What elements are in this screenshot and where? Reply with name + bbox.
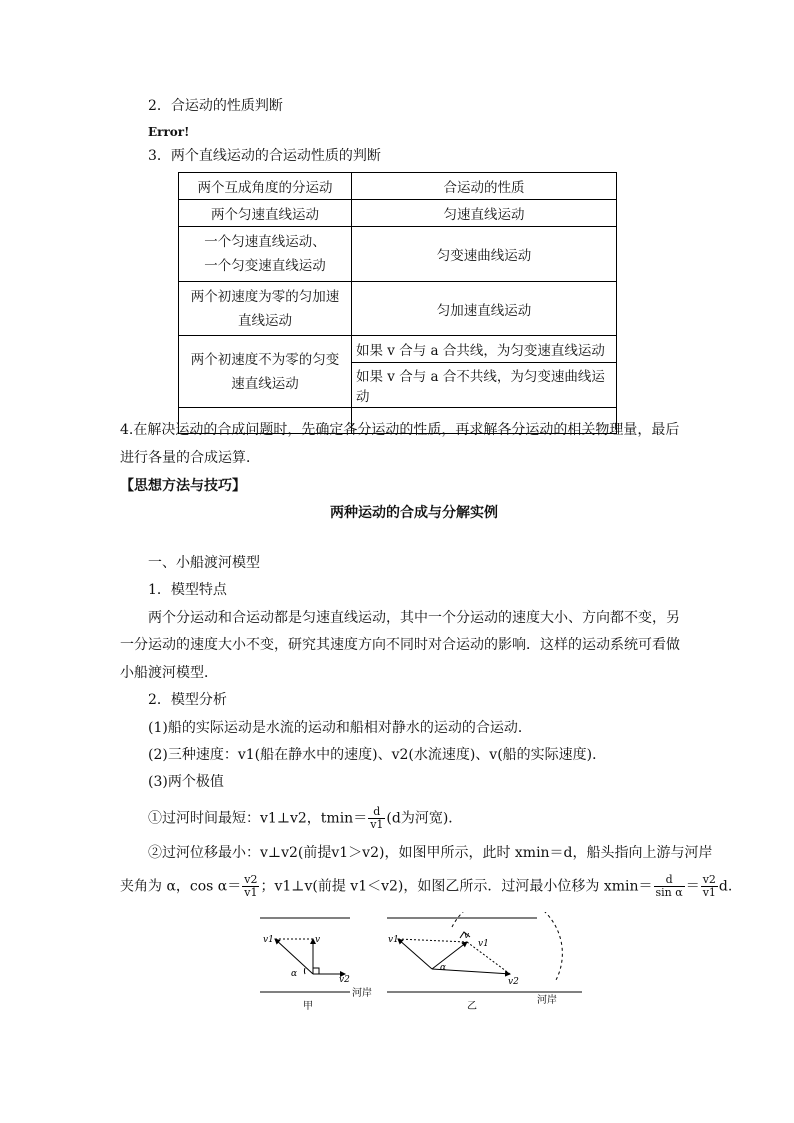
v-arrow [398,939,432,969]
equals-sign: ＝ [685,878,700,895]
methods-heading: 【思想方法与技巧】 [120,478,246,494]
caption-yi: 乙 [467,1001,477,1012]
v-label: v [315,935,321,945]
fraction-denominator: v1 [702,886,716,899]
table-cell: 两个匀速直线运动 [179,200,352,227]
right-angle-mark [313,968,319,974]
fraction-numerator: d [654,874,685,887]
fraction-numerator: v2 [244,873,258,886]
dashed-arc [452,912,562,980]
analysis-item3: (3)两个极值 [148,774,224,790]
fraction [701,874,718,899]
cell-line: 两个初速度不为零的匀变 [190,351,340,368]
section4-line1: 4.在解决运动的合成问题时，先确定各分运动的性质，再求解各分运动的相关物理量，最后 [120,422,680,438]
fraction-denominator: sin α [655,886,683,899]
v-label: v [464,931,470,941]
feature-para-line3: 小船渡河模型． [120,665,218,681]
bank-label: 河岸 [352,988,372,999]
table-cell [179,336,352,408]
section3-heading: 3．两个直线运动的合运动性质的判断 [148,148,381,164]
feature-heading: 1．模型特点 [148,582,227,598]
fraction [368,806,385,831]
dashed-line [398,939,467,942]
table-row [179,200,617,227]
fraction-denominator: v1 [370,818,384,831]
extreme1-pre: ①过河时间最短：v1⊥v2，tmin＝ [148,810,368,827]
table-cell: 匀加速直线运动 [352,282,617,336]
analysis-item2: (2)三种速度：v1(船在静水中的速度)、v2(水流速度)、v(船的实际速度)． [148,747,607,763]
extreme2-line2 [120,874,732,899]
angle-arc [304,968,305,974]
table-row [179,173,617,200]
alpha-label: α [291,969,298,979]
fraction-denominator: v1 [244,886,258,899]
table-cell [179,282,352,336]
table-header-cell: 合运动的性质 [352,173,617,200]
model-heading: 一、小船渡河模型 [148,555,260,571]
cell-line: 两个初速度为零的匀加速 [190,288,340,305]
table-cell: 匀变速曲线运动 [352,227,617,282]
analysis-heading: 2．模型分析 [148,692,227,708]
cell-line: 直线运动 [238,312,292,329]
v1-arrow [432,942,467,969]
table-cell [179,227,352,282]
extreme2-pre: 夹角为 α，cos α＝ [120,878,242,895]
extreme1-post: (d为河宽)． [386,810,463,827]
cell-line: 速直线运动 [231,375,299,392]
v2-label: v2 [339,975,350,985]
analysis-item1: (1)船的实际运动是水流的运动和船相对静水的运动的合运动． [148,720,532,736]
table-header-cell: 两个互成角度的分运动 [179,173,352,200]
methods-title: 两种运动的合成与分解实例 [330,505,498,521]
feature-para-line2: 一分运动的速度大小不变，研究其速度方向不同时对合运动的影响．这样的运动系统可看做 [120,637,680,653]
v2-label: v2 [508,977,519,987]
table-row [179,227,617,282]
motion-table [178,172,617,434]
table-cell: 匀速直线运动 [352,200,617,227]
caption-jia: 甲 [303,1001,313,1012]
extreme2-line1: ②过河位移最小：v⊥v2(前提v1＞v2)，如图甲所示，此时 xmin＝d，船头指向上游与河岸 [148,845,713,861]
extreme1-line [148,806,462,831]
figure-yi [382,912,597,1017]
fraction-numerator: v2 [702,873,716,886]
bank-label: 河岸 [537,995,557,1006]
fraction-numerator: d [368,806,385,819]
table-row [179,336,617,363]
table-row [179,282,617,336]
cell-line: 一个匀速直线运动、 [204,234,326,250]
v1-label: v1 [388,935,399,945]
fraction [654,874,685,899]
figure-jia [255,912,385,1017]
extreme2-mid: ；v1⊥v(前提 v1＜v2)，如图乙所示．过河最小位移为 xmin＝ [260,878,653,895]
error-text: Error! [148,125,190,139]
v1-label-right: v1 [478,939,489,949]
v1-label: v1 [263,935,274,945]
section4-line2: 进行各量的合成运算． [120,450,260,466]
extreme2-end: d. [718,878,733,895]
fraction [242,874,259,899]
feature-para-line1: 两个分运动和合运动都是匀速直线运动，其中一个分运动的速度大小、方向都不变，另 [148,610,680,626]
table-cell: 如果 v 合与 a 合不共线，为匀变速曲线运动 [352,363,617,408]
cell-line: 一个匀变速直线运动 [204,258,326,274]
table-cell: 如果 v 合与 a 合共线，为匀变速直线运动 [352,336,617,363]
section2-heading: 2．合运动的性质判断 [148,98,283,114]
alpha-label: α [440,963,447,973]
